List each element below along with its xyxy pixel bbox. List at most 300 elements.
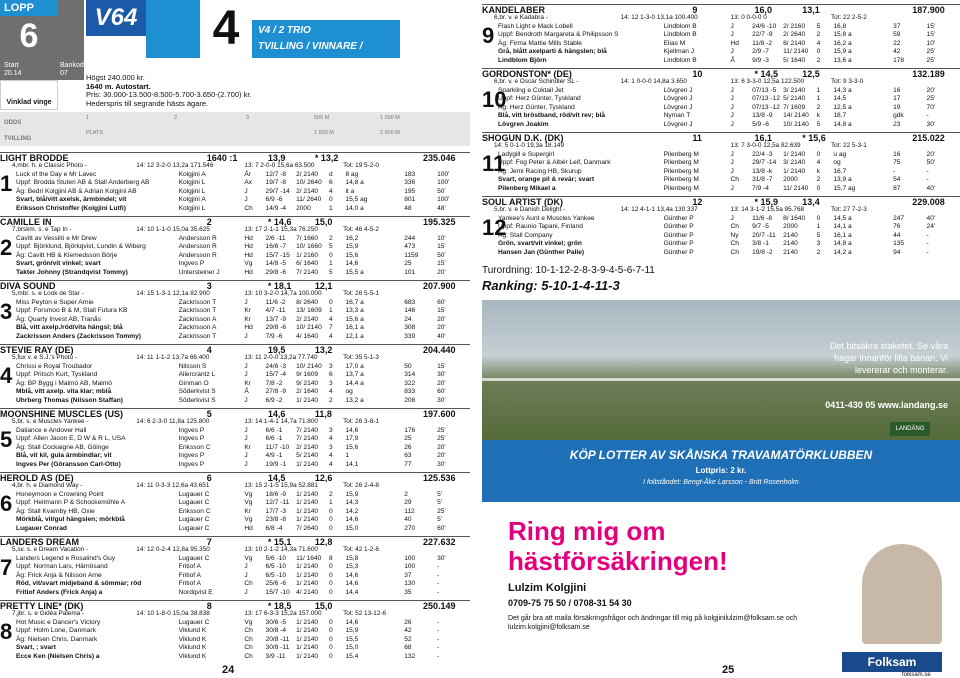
start-row: [0, 380, 470, 389]
row-cell: Lövgren J: [663, 103, 693, 111]
row-cell: 42: [893, 48, 901, 55]
row-cell: 15,5 a: [345, 268, 364, 276]
row-cell: 473: [404, 243, 416, 250]
entry-pos: 10: [692, 69, 703, 79]
entry-sum: 125.536: [423, 473, 456, 483]
entry-sub: 7,brskm. s. e Tap In -: [12, 226, 72, 233]
row-cell: J: [244, 196, 248, 203]
row-cell: 3: [329, 443, 333, 451]
row-cell: J: [730, 31, 734, 38]
row-cell: Mörkblå, vit/gul hängslen; mörkblå: [16, 516, 125, 523]
row-cell: År: [244, 170, 251, 178]
row-cell: 07/13 -12: [752, 103, 780, 111]
row-cell: Viklund K: [178, 644, 207, 651]
entry-stats2: 13: 15 2-1-5 15,9a 52.881: [244, 482, 318, 489]
row-cell: -: [926, 240, 929, 247]
horse-entry: [0, 344, 470, 405]
entry-stats: 14: 15 1-3-1 12,1a 82.900: [136, 290, 210, 297]
entry-name: SOUL ARTIST (DK): [482, 197, 563, 207]
row-cell: 23/8 -8: [265, 516, 287, 523]
row-cell: Uppf: Heitmann P & Schockemöhle A: [16, 499, 126, 506]
entry-rec2: 12,5: [802, 69, 820, 79]
row-cell: 4: [329, 315, 333, 323]
entry-rec2: * 13,2: [314, 153, 339, 163]
row-cell: Ch: [730, 240, 739, 247]
row-cell: Nilsson S: [178, 362, 207, 370]
entry-stats2: 13: 17 6-3-3 15,2a 157.000: [244, 610, 322, 617]
row-cell: Cavitt av Vessilö e Mr Drew: [16, 234, 97, 242]
row-cell: 7/ 2640: [296, 524, 319, 532]
row-cell: 2140: [783, 248, 798, 256]
row-cell: k: [816, 167, 820, 175]
row-cell: Lindblom B: [663, 31, 697, 38]
row-cell: Ecce Ken (Nielsen Chris) a: [16, 652, 100, 660]
row-cell: Svart, orange pil & revär; svart: [498, 176, 595, 183]
entry-pos: 2: [206, 217, 212, 227]
entry-rec2: 15,0: [314, 217, 333, 227]
row-cell: 14,1: [345, 460, 359, 468]
row-cell: Eriksson C: [178, 443, 211, 451]
start-row: [482, 168, 960, 177]
row-cell: Lindblom Björn: [498, 56, 547, 64]
row-cell: Kjellman J: [663, 48, 695, 55]
row-cell: 15,7 ag: [833, 184, 856, 192]
row-cell: 0: [816, 150, 821, 158]
horse-entry: [0, 600, 470, 661]
row-cell: 19/9 -1: [265, 460, 287, 468]
row-cell: 100': [437, 179, 450, 186]
row-cell: Ch: [244, 652, 253, 660]
row-cell: gdk: [893, 112, 904, 119]
row-cell: 6/9 -6: [265, 196, 283, 203]
row-cell: 20': [926, 86, 936, 94]
row-cell: 29/7 -14: [265, 187, 290, 195]
row-cell: 11/ 1640: [296, 554, 322, 562]
entry-stats2: 13: 7 3-0-0 12,5a 82.639: [730, 142, 801, 149]
folksam-ad: [482, 502, 960, 678]
row-cell: Nordqvist E: [178, 588, 213, 596]
entry-sum: 197.600: [423, 409, 456, 419]
row-cell: Äg: BP Bygg i Malmö AB, Malmö: [16, 379, 112, 387]
start-row: [0, 461, 470, 470]
row-cell: 20': [926, 150, 936, 158]
entry-sum: 204.440: [423, 345, 456, 355]
entry-number: 6: [0, 491, 13, 516]
row-cell: 6/6 -1: [265, 426, 283, 434]
row-cell: 19: [893, 103, 901, 111]
row-cell: Fritiof Anders (Frick Anja) a: [16, 588, 103, 596]
start-row: [482, 87, 960, 96]
row-cell: 30/8 -11: [265, 644, 290, 651]
entry-sum: 195.325: [423, 217, 456, 227]
row-cell: Äg: Jemi Racing HB, Skurup: [498, 167, 582, 175]
start-row: [0, 516, 470, 525]
portrait-photo: [862, 544, 942, 644]
row-cell: 2: [816, 103, 821, 111]
row-cell: it a: [345, 187, 355, 195]
row-cell: Kr: [244, 315, 251, 323]
start-row: [482, 121, 960, 130]
entry-number: 4: [0, 363, 13, 388]
start-row: [0, 196, 470, 205]
row-cell: Lugauer C: [178, 516, 210, 523]
row-cell: 29/8 -6: [265, 324, 287, 331]
row-cell: 9/ 2140: [296, 379, 319, 387]
row-cell: Andersson R: [178, 251, 217, 259]
start-row: [0, 252, 470, 261]
start-row: [0, 388, 470, 397]
row-cell: 25': [437, 507, 446, 515]
row-cell: Günther P: [663, 240, 694, 247]
row-cell: 59: [893, 31, 901, 38]
row-cell: 17,9: [345, 435, 359, 442]
start-row: [0, 508, 470, 517]
row-cell: 16,1 a: [833, 231, 852, 239]
row-cell: Blå, vitt bröstband, röd/vit rev; blå: [498, 112, 605, 119]
row-cell: Hd: [244, 268, 253, 276]
row-cell: 1/ 2140: [296, 618, 319, 626]
row-cell: 19/8 -2: [752, 248, 773, 256]
row-cell: 14/9 -4: [265, 204, 287, 212]
row-cell: 8/ 2140: [783, 39, 806, 47]
row-cell: Hd: [244, 524, 253, 532]
row-cell: Lövgren J: [663, 86, 693, 94]
row-cell: Ingves P: [178, 435, 205, 442]
row-cell: Uppf: Holm Lone, Danmark: [16, 627, 96, 634]
start-row: [0, 363, 470, 372]
row-cell: 2/9 -7: [752, 48, 769, 55]
row-cell: Svart, blå/vitt axelsk, ärmbindel; vit: [16, 196, 127, 203]
row-cell: 1/ 2140: [296, 571, 319, 579]
row-cell: 75: [893, 159, 901, 166]
row-cell: 19/7 -8: [265, 179, 287, 186]
start-row: [0, 299, 470, 308]
row-cell: 1: [816, 86, 821, 94]
row-cell: 23: [893, 120, 901, 128]
row-cell: J: [730, 86, 734, 94]
row-cell: 15': [926, 22, 936, 30]
row-cell: Ch: [730, 176, 739, 183]
start-label: Start: [4, 62, 19, 69]
row-cell: Fritiof A: [178, 563, 201, 570]
row-cell: -: [437, 635, 440, 643]
agent-phone: 0709-75 75 50 / 0708-31 54 30: [508, 598, 632, 608]
row-cell: 7/ 1609: [783, 103, 806, 111]
row-cell: 308: [404, 324, 416, 331]
row-cell: 3: [816, 240, 821, 247]
row-cell: Kolgjini L: [178, 204, 206, 212]
row-cell: 2: [816, 176, 821, 183]
row-cell: 183: [404, 170, 416, 178]
row-cell: Lövgren J: [663, 95, 693, 102]
entry-rec2: 13,1: [802, 5, 820, 15]
horse-entry: [0, 408, 470, 469]
row-cell: 10/ 2640: [296, 179, 322, 186]
start-row: [0, 235, 470, 244]
row-cell: 40': [926, 214, 936, 222]
row-cell: 24/6 -3: [265, 362, 287, 370]
row-cell: 11/6 -2: [265, 298, 286, 306]
row-cell: 42: [404, 627, 412, 634]
row-cell: 14,4 a: [345, 379, 364, 387]
entry-pos: 5: [206, 409, 212, 419]
start-row: [482, 40, 960, 49]
horse-entry: [482, 196, 960, 257]
row-cell: 37: [404, 571, 412, 579]
row-cell: J: [244, 396, 248, 404]
row-cell: 2: [329, 396, 333, 404]
start-row: [0, 171, 470, 180]
row-cell: 0: [329, 618, 333, 626]
start-row: [482, 215, 960, 224]
row-cell: 30/6 -5: [265, 618, 287, 626]
row-cell: 15,4: [345, 652, 359, 660]
row-cell: 24/6 -10: [752, 22, 777, 30]
row-cell: Zackrisson Anders (Zackrisson Tommy): [16, 332, 141, 340]
row-cell: 1: [816, 95, 821, 102]
row-cell: -: [437, 571, 440, 579]
row-cell: 1/ 2140: [296, 490, 319, 498]
row-cell: 30': [437, 554, 446, 562]
row-cell: Uppf: Pritsch Kurt, Tyskland: [16, 371, 98, 378]
row-cell: 801: [404, 196, 416, 203]
row-cell: 1/ 2140: [783, 167, 806, 175]
row-cell: Lugauer C: [178, 618, 210, 626]
row-cell: 8/ 2640: [296, 298, 319, 306]
row-cell: 35: [404, 588, 412, 596]
page-number: 25: [722, 664, 735, 676]
row-cell: 7/ 2140: [296, 268, 319, 276]
row-cell: Äg: Frick Anja & Nilsson Arne: [16, 571, 102, 579]
row-cell: J: [244, 460, 248, 468]
row-cell: 25: [404, 435, 412, 442]
row-cell: Lindblom B: [663, 22, 697, 30]
row-cell: og: [833, 159, 841, 166]
row-cell: J: [244, 563, 248, 570]
row-cell: Äg: Bedri Kolgjini AB & Adrian Kolgjini AB: [16, 187, 137, 195]
row-cell: Ch: [244, 627, 253, 634]
row-cell: 16,2: [345, 234, 359, 242]
row-cell: 44: [893, 231, 901, 239]
row-cell: Mblå, vitt axelp. vita klar; mblå: [16, 388, 112, 395]
row-cell: Miss Peyton e Super Arnie: [16, 298, 94, 306]
odds-col: 1: [86, 115, 90, 121]
row-cell: 1/ 2140: [783, 150, 806, 158]
row-cell: J: [730, 214, 734, 222]
entry-pos: 4: [206, 345, 212, 355]
bankod-label: Bankod: [60, 62, 84, 69]
row-cell: 14,3 a: [833, 86, 852, 94]
lottery-price: Lottpris: 2 kr.: [695, 466, 747, 475]
entry-sum: 187.900: [912, 5, 945, 15]
entry-tot: Tot: 27 7-2-3: [830, 206, 867, 213]
row-cell: k: [816, 112, 820, 119]
row-cell: -: [926, 167, 929, 175]
row-cell: 2140: [783, 231, 798, 239]
row-cell: 54: [893, 176, 901, 183]
entry-rec: 14,5: [267, 473, 286, 483]
entry-sub: 7,jbr. s. e Gidéa Palema -: [12, 610, 85, 617]
entry-rec: * 14,6: [267, 217, 292, 227]
row-cell: Uppf: Norman Lars, Härnösand: [16, 563, 108, 570]
row-cell: Pilenberg M: [663, 159, 699, 166]
row-cell: 7/9 -4: [752, 184, 769, 192]
row-cell: Ch: [730, 248, 739, 256]
row-cell: 2: [816, 56, 821, 64]
row-cell: 15,9: [345, 627, 359, 634]
right-page: [482, 0, 960, 678]
row-cell: 339: [404, 332, 416, 340]
row-cell: Hot Music e Dancer's Victory: [16, 618, 101, 626]
start-row: [482, 176, 960, 185]
entry-stats2: 13: 11 2-0-0 13,2a 77.740: [244, 354, 318, 361]
row-cell: Äg: Nielsen Chris, Danmark: [16, 635, 98, 643]
info-line: Högst 240.000 kr.: [86, 73, 145, 82]
entry-rec: 14,6: [267, 409, 286, 419]
entry-tot: Tot: 26 2-4-8: [343, 482, 379, 489]
row-cell: -: [437, 644, 440, 651]
row-cell: 176: [404, 426, 416, 434]
tvilling-label: TVILLING: [4, 136, 32, 142]
entry-rec: * 15,1: [267, 537, 292, 547]
ranking: Ranking: 5-10-1-4-11-3: [482, 278, 620, 293]
row-cell: 27/8 -9: [265, 388, 287, 395]
row-cell: -: [437, 652, 440, 660]
row-cell: 15': [437, 307, 446, 314]
row-cell: 3/8 -1: [752, 240, 769, 247]
row-cell: 25': [926, 56, 936, 64]
row-cell: 48': [437, 204, 446, 212]
row-cell: Ginman O: [178, 379, 209, 387]
row-cell: 130: [404, 580, 416, 587]
row-cell: 4/9 -1: [265, 452, 283, 459]
row-cell: 11/ 2640: [296, 196, 322, 203]
entry-sub: 5,br. v. e Danish Delight -: [494, 206, 566, 213]
horse-entry: [482, 4, 960, 65]
entry-sub: 6,br. v. e Oscar Schindler SL -: [494, 78, 579, 85]
entry-stats: 14: 10 1-1-0 15,0a 35.625: [136, 226, 210, 233]
entry-pos: 9: [692, 5, 698, 15]
row-cell: 94: [893, 248, 901, 256]
row-cell: 25/6 -6: [265, 580, 287, 587]
row-cell: Äg: Stall Cockaigne AB, Göinge: [16, 443, 109, 451]
row-cell: 10/ 1660: [296, 243, 322, 250]
entry-sum: 229.008: [912, 197, 945, 207]
horse-entry: [0, 472, 470, 533]
row-cell: 14,6: [345, 516, 359, 523]
row-cell: 25': [437, 435, 446, 442]
row-cell: 15': [437, 243, 446, 250]
row-cell: 2/ 1640: [296, 388, 319, 395]
row-cell: J: [730, 159, 734, 166]
start-row: [0, 316, 470, 325]
entry-number: 12: [482, 215, 507, 240]
entry-number: 8: [0, 619, 13, 644]
lottery-banner: [482, 440, 960, 502]
row-cell: Untersteiner J: [178, 268, 220, 276]
row-cell: 1/ 2160: [296, 251, 319, 259]
entry-stats2: 13: 17 2-1-1 15,3a 76.250: [244, 226, 318, 233]
start-row: [0, 491, 470, 500]
row-cell: 1159: [404, 251, 419, 259]
row-cell: 22/7 -9: [752, 31, 773, 38]
row-cell: 5: [816, 22, 821, 30]
entry-pos: 12: [692, 197, 703, 207]
start-row: [482, 185, 960, 194]
row-cell: 16,8: [833, 22, 847, 30]
row-cell: 7/ 2140: [296, 426, 319, 434]
horse-entry: [482, 68, 960, 129]
row-cell: 1: [345, 452, 350, 459]
row-cell: 100: [404, 563, 416, 570]
odds-col: 3: [246, 115, 250, 121]
folksam-logo: Folksam: [842, 652, 942, 672]
start-row: [0, 205, 470, 214]
row-cell: 5: [816, 231, 821, 239]
row-cell: og: [345, 388, 353, 395]
entry-rec: 13,9: [267, 153, 286, 163]
row-cell: Kr: [244, 307, 251, 314]
entry-number: 2: [0, 235, 13, 260]
row-cell: 3/9 -11: [265, 652, 286, 660]
row-cell: 3: [329, 426, 333, 434]
row-cell: 5': [437, 516, 443, 523]
row-cell: 20': [437, 268, 446, 276]
row-cell: Ax: [244, 179, 253, 186]
v64-logo: V64: [86, 0, 146, 36]
row-cell: 50': [926, 159, 936, 166]
row-cell: J: [244, 426, 248, 434]
row-cell: Ingves P: [178, 426, 205, 434]
entry-name: MOONSHINE MUSCLES (US): [0, 409, 124, 419]
row-cell: 16: [893, 150, 901, 158]
landang-logo: LANDÄNG: [890, 422, 930, 436]
row-cell: 3: [329, 379, 333, 387]
row-cell: Vg: [244, 554, 253, 562]
row-cell: Zackrisson A: [178, 324, 217, 331]
row-cell: Hd: [244, 234, 253, 242]
row-cell: 11/6 -8: [752, 214, 773, 222]
row-cell: 1: [329, 204, 333, 212]
entry-rec: 16,1: [754, 133, 772, 143]
row-cell: 14,6: [345, 260, 359, 267]
row-cell: 270: [404, 524, 416, 532]
row-cell: 29/7 -14: [752, 159, 777, 166]
row-cell: 314: [404, 371, 416, 378]
row-cell: J: [244, 187, 248, 195]
entry-sub: 14: 5 0-1-0 19,3a 18.149: [494, 142, 564, 149]
row-cell: 0: [329, 196, 333, 203]
entry-stats: 14: 12 4-1-1 13,4a 130.337: [620, 206, 698, 213]
row-cell: 6: [329, 371, 333, 378]
entry-rec2: 13,4: [802, 197, 820, 207]
entry-stats: 14: 12 1-3-0 13,1a 100.400: [620, 14, 698, 21]
row-cell: 6/ 1640: [296, 260, 319, 267]
row-cell: Uhrberg Thomas (Nilsson Staffan): [16, 396, 123, 404]
row-cell: 4: [816, 39, 821, 47]
row-cell: 2: [816, 31, 821, 38]
entry-sub: 6,br. v. e Kadabra -: [494, 14, 548, 21]
row-cell: 15,6 a: [345, 315, 364, 323]
row-cell: 1: [329, 260, 333, 267]
row-cell: Daliance e Andover Hall: [16, 426, 87, 434]
row-cell: 14,6: [345, 618, 359, 626]
row-cell: 2/ 2140: [296, 315, 319, 323]
row-cell: 1/ 2140: [296, 627, 319, 634]
entry-name: KANDELABER: [482, 5, 545, 15]
row-cell: Ch: [730, 223, 739, 230]
start-row: [0, 636, 470, 645]
